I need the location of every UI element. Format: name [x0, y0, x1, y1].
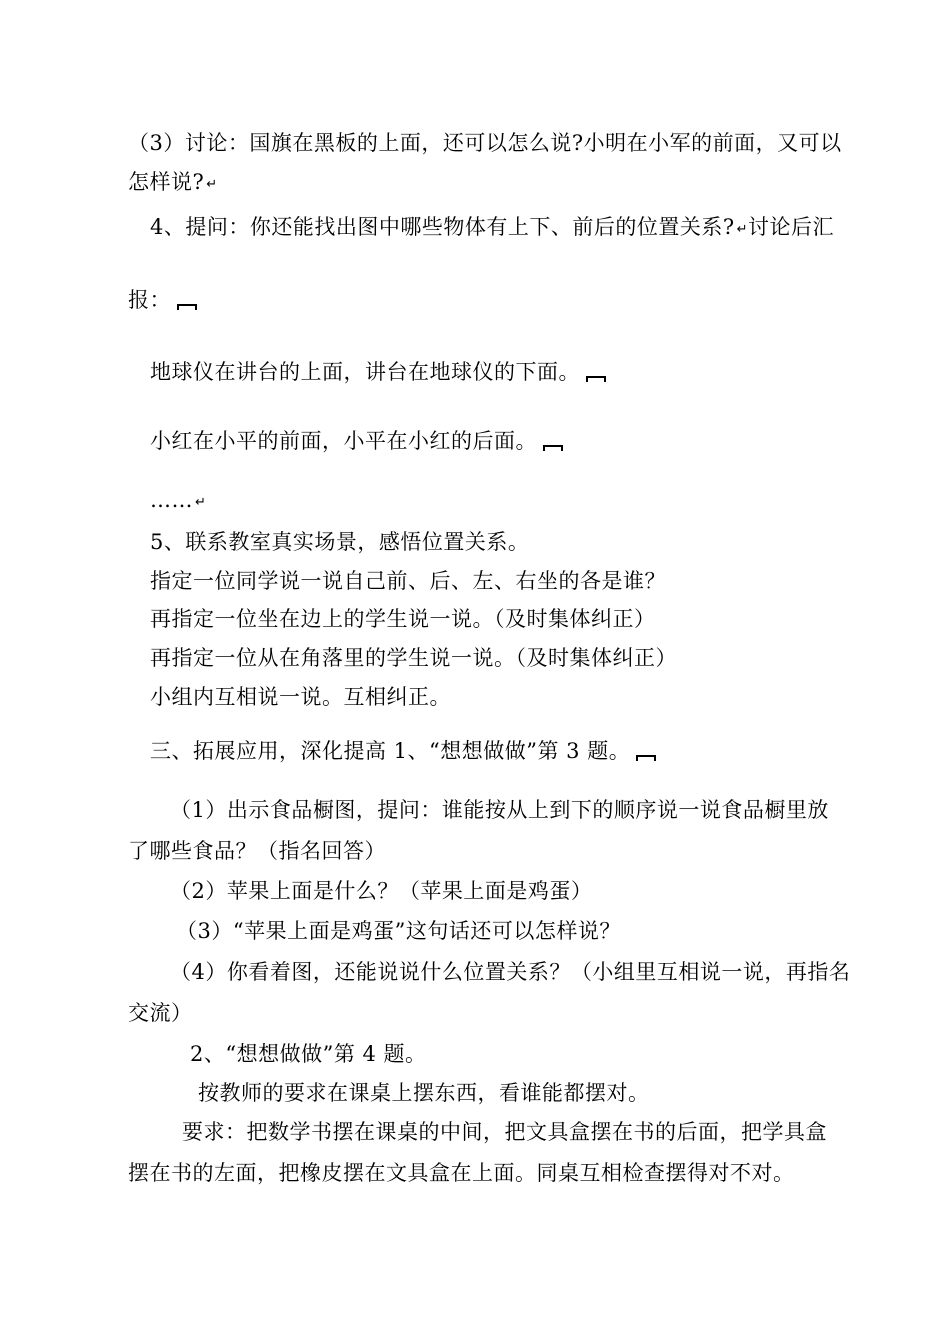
line-text: 怎样说? [128, 170, 205, 194]
text-line [170, 957, 850, 987]
line-text: 4、提问：你还能找出图中哪些物体有上下、前后的位置关系? [150, 215, 735, 239]
text-line [150, 643, 677, 673]
text-line [170, 795, 829, 825]
text-line [150, 566, 666, 596]
paragraph-mark-icon [586, 372, 604, 382]
line-text: 2、“想想做做”第 4 题。 [190, 1042, 427, 1066]
line-text: （2）苹果上面是什么？（苹果上面是鸡蛋） [170, 879, 593, 903]
line-text: 交流） [128, 1001, 193, 1025]
text-line [182, 1117, 827, 1147]
line-text: （1）出示食品橱图，提问：谁能按从上到下的顺序说一说食品橱里放 [170, 798, 829, 822]
text-line [150, 682, 451, 712]
paragraph-mark-icon [177, 300, 195, 310]
text-line [150, 212, 834, 245]
line-text: …… [150, 488, 193, 512]
text-line [128, 167, 218, 200]
text-line [128, 836, 386, 866]
text-line [150, 357, 604, 387]
text-line [198, 1078, 650, 1108]
text-line [190, 1039, 427, 1069]
text-line [150, 426, 561, 456]
text-line [150, 485, 206, 518]
line-text: 了哪些食品？（指名回答） [128, 839, 386, 863]
line-text: 5、联系教室真实场景，感悟位置关系。 [150, 530, 530, 554]
line-text: 摆在书的左面，把橡皮摆在文具盒在上面。同桌互相检查摆得对不对。 [128, 1161, 795, 1185]
text-line [128, 1158, 795, 1188]
line-text: 讨论后汇 [748, 215, 835, 239]
line-text: 地球仪在讲台的上面，讲台在地球仪的下面。 [150, 360, 580, 384]
text-line [176, 916, 621, 946]
line-text: 再指定一位坐在边上的学生说一说。（及时集体纠正） [150, 607, 656, 631]
text-line [150, 736, 654, 766]
text-line [170, 876, 592, 906]
line-text: 按教师的要求在课桌上摆东西，看谁能都摆对。 [198, 1081, 650, 1105]
line-text: 要求：把数学书摆在课桌的中间，把文具盒摆在书的后面，把学具盒 [182, 1120, 827, 1144]
line-text: 三、拓展应用，深化提高 1、“想想做做”第 3 题。 [150, 739, 631, 763]
line-text: 报： [128, 288, 171, 312]
line-break-mark: ↵ [206, 177, 218, 192]
line-text: （3）讨论：国旗在黑板的上面，还可以怎么说?小明在小军的前面，又可以 [128, 131, 842, 155]
paragraph-mark-icon [636, 751, 654, 761]
paragraph-mark-icon [543, 441, 561, 451]
text-line [128, 998, 193, 1028]
line-text: 指定一位同学说一说自己前、后、左、右坐的各是谁？ [150, 569, 666, 593]
line-text: 小组内互相说一说。互相纠正。 [150, 685, 451, 709]
line-text: 小红在小平的前面，小平在小红的后面。 [150, 429, 537, 453]
text-line [150, 604, 656, 634]
text-line [128, 285, 195, 315]
line-break-mark: ↵ [195, 495, 207, 510]
line-text: （4）你看着图，还能说说什么位置关系？（小组里互相说一说，再指名 [170, 960, 851, 984]
text-line [128, 128, 842, 158]
line-text: 再指定一位从在角落里的学生说一说。（及时集体纠正） [150, 646, 677, 670]
line-break-mark: ↵ [736, 222, 749, 237]
line-text: （3）“苹果上面是鸡蛋”这句话还可以怎样说？ [176, 919, 621, 943]
text-line [150, 527, 529, 557]
